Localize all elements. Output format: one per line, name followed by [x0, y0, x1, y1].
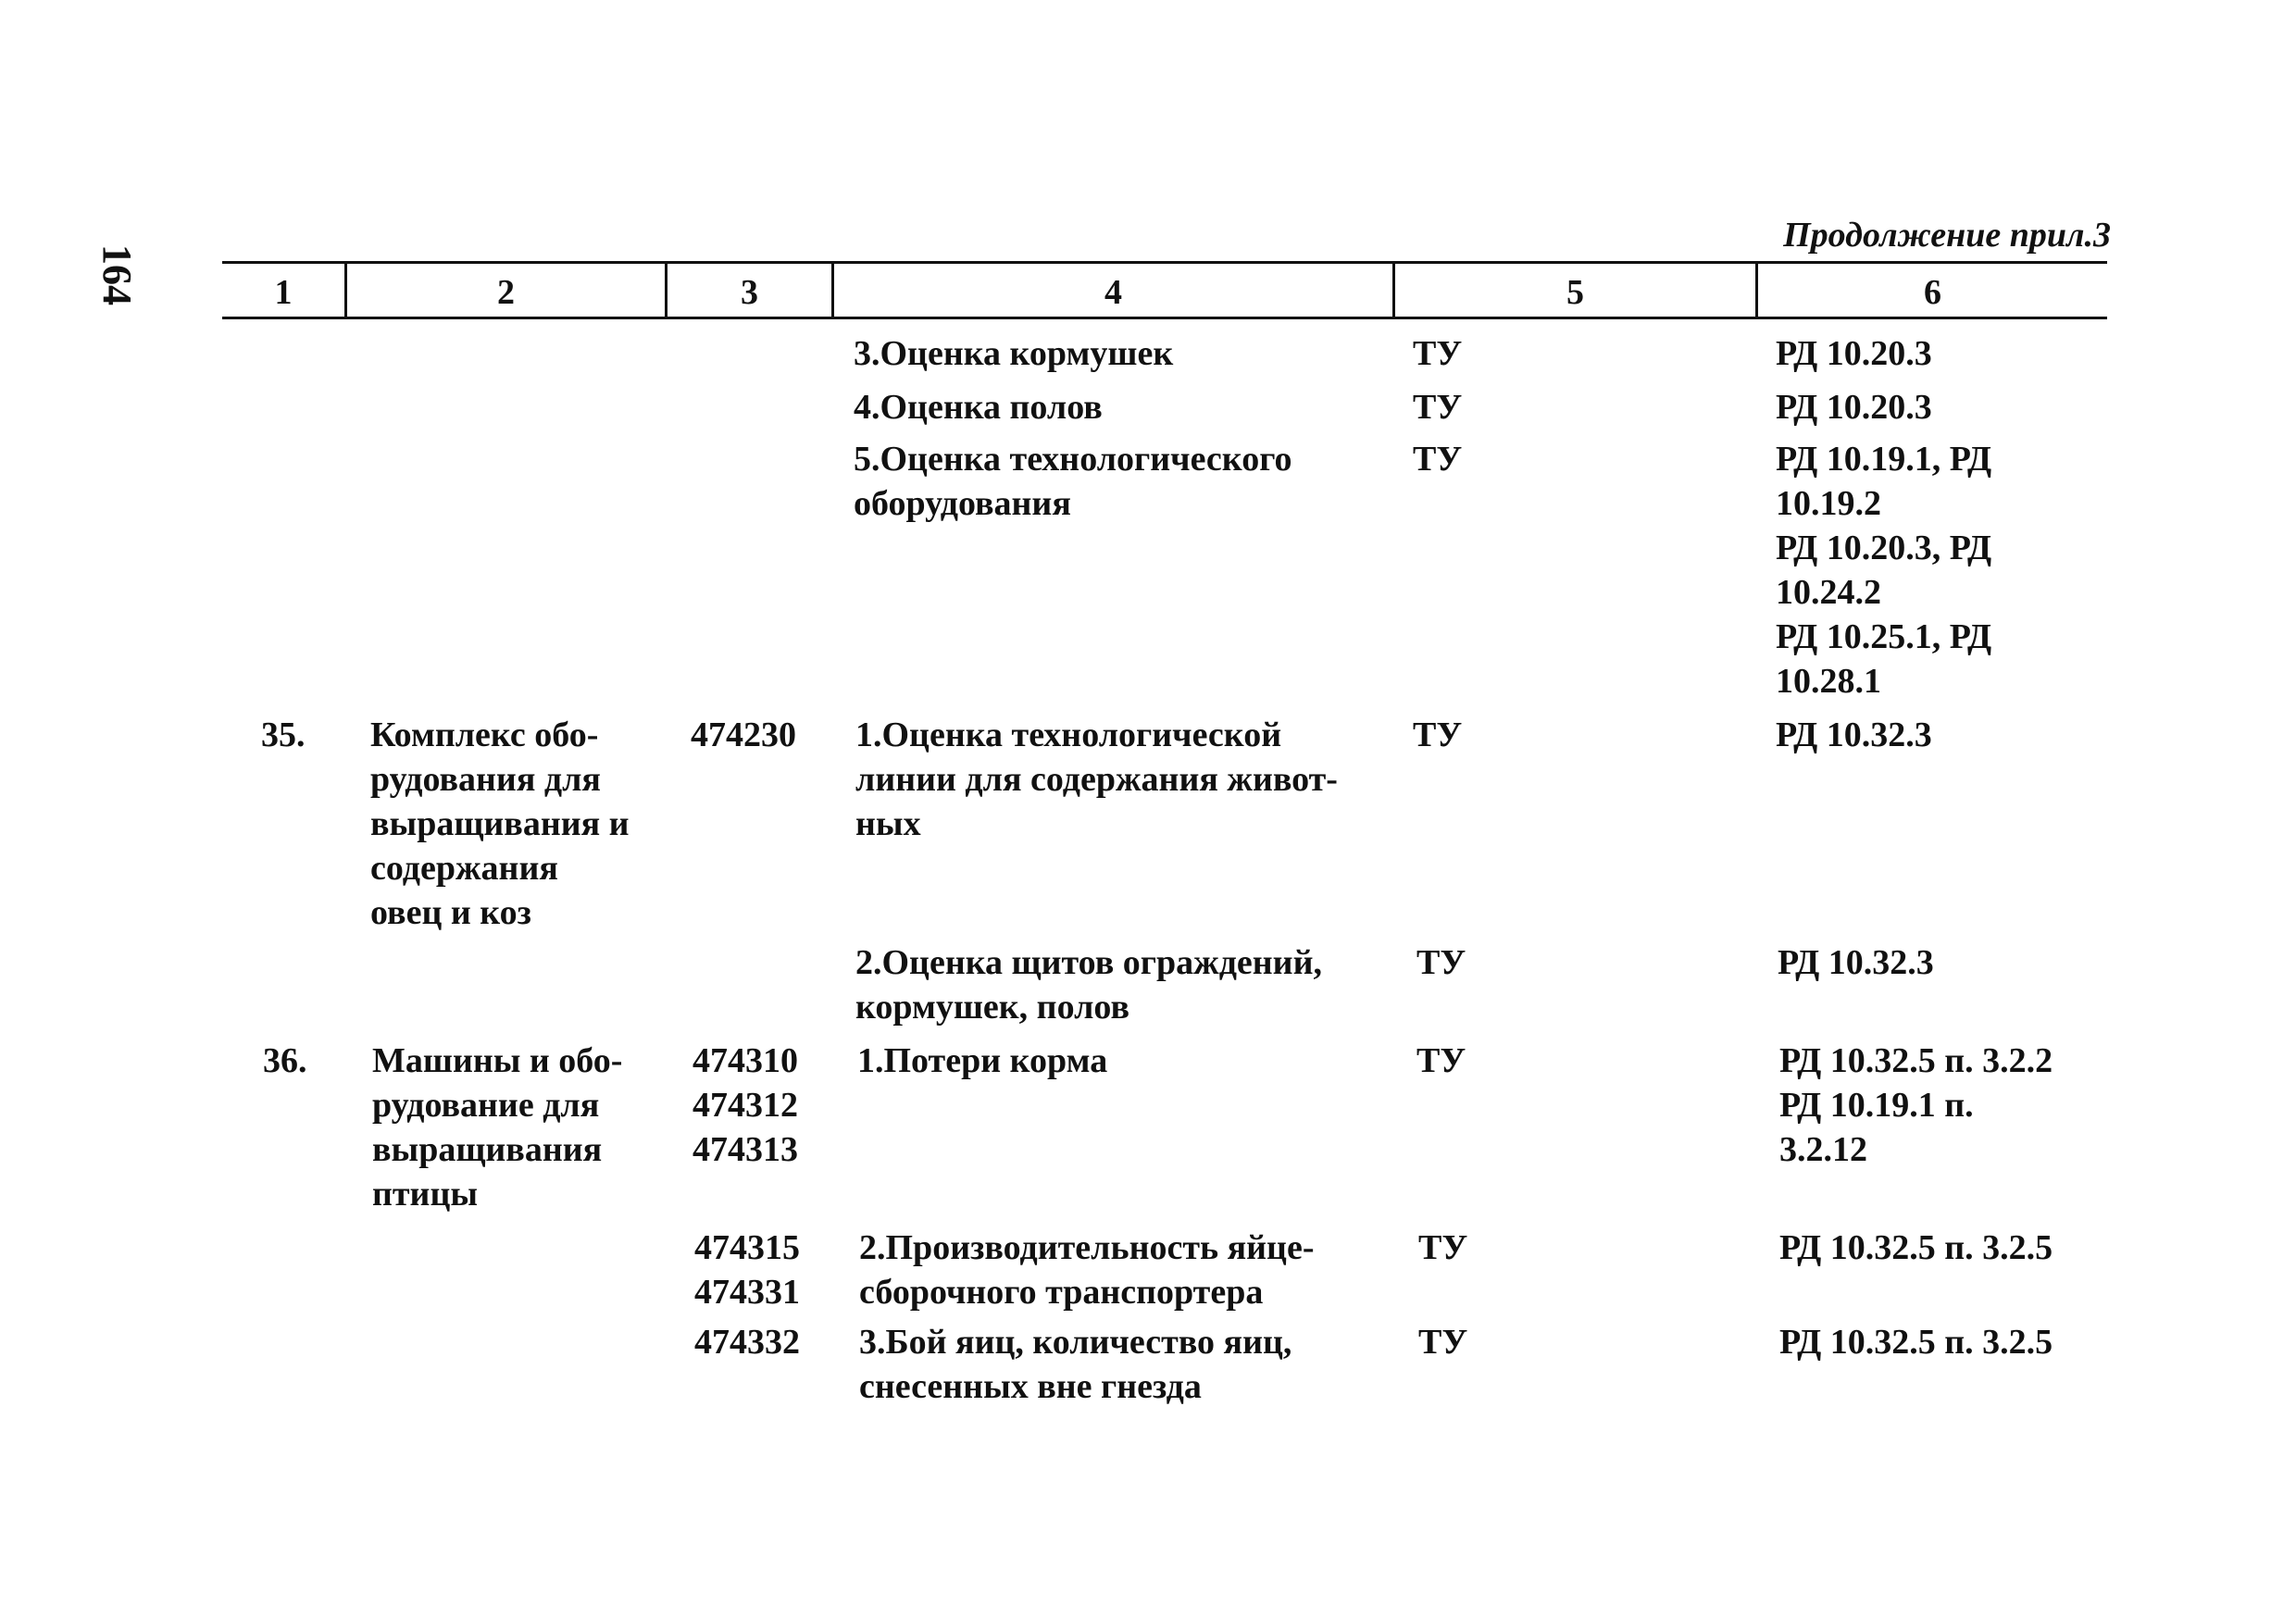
cell-criterion: 3.Оценка кормушек — [854, 334, 1174, 373]
cell-code-line: 474331 — [694, 1273, 800, 1312]
cell-reference-line: 10.28.1 — [1776, 662, 1881, 701]
cell-equipment-line: Машины и обо- — [372, 1041, 623, 1080]
cell-code-line: 474312 — [693, 1086, 798, 1125]
cell-item-number: 36. — [263, 1041, 307, 1080]
cell-criterion: 1.Потери корма — [857, 1041, 1108, 1080]
cell-criterion-line: линии для содержания живот- — [855, 760, 1338, 799]
cell-equipment-line: рудования для — [370, 760, 601, 799]
cell-criterion-line: кормушек, полов — [855, 988, 1129, 1027]
cell-criterion-line: 2.Оценка щитов ограждений, — [855, 943, 1322, 982]
cell-reference-line: РД 10.20.3, РД — [1776, 529, 1992, 567]
cell-document-type: ТУ — [1413, 388, 1463, 427]
cell-code: 474332 — [694, 1323, 800, 1362]
cell-criterion-line: оборудования — [854, 484, 1071, 523]
cell-reference: РД 10.32.5 п. 3.2.5 — [1779, 1323, 2053, 1362]
cell-document-type: ТУ — [1418, 1323, 1468, 1362]
cell-reference-line: РД 10.32.5 п. 3.2.2 — [1779, 1041, 2053, 1080]
cell-equipment-line: рудование для — [372, 1086, 600, 1125]
cell-reference: РД 10.32.5 п. 3.2.5 — [1779, 1228, 2053, 1267]
cell-reference-line: 10.24.2 — [1776, 573, 1881, 612]
cell-reference-line: 10.19.2 — [1776, 484, 1881, 523]
cell-equipment-line: Комплекс обо- — [370, 716, 599, 754]
cell-criterion: 4.Оценка полов — [854, 388, 1103, 427]
cell-criterion-line: 1.Оценка технологической — [855, 716, 1282, 754]
cell-reference: РД 10.20.3 — [1776, 388, 1932, 427]
cell-reference-line: РД 10.19.1 п. — [1779, 1086, 1974, 1125]
column-header-4: 4 — [1104, 273, 1122, 312]
cell-criterion-line: сборочного транспортера — [859, 1273, 1264, 1312]
cell-criterion-line: 3.Бой яиц, количество яиц, — [859, 1323, 1292, 1362]
cell-reference-line: РД 10.25.1, РД — [1776, 617, 1992, 656]
cell-document-type: ТУ — [1416, 1041, 1466, 1080]
cell-equipment-line: птицы — [372, 1175, 479, 1214]
cell-code: 474230 — [691, 716, 796, 754]
cell-code-line: 474310 — [693, 1041, 798, 1080]
cell-reference-line: 3.2.12 — [1779, 1130, 1867, 1169]
cell-document-type: ТУ — [1418, 1228, 1468, 1267]
cell-equipment-line: выращивания — [372, 1130, 603, 1169]
header-top-rule — [222, 261, 2107, 264]
continuation-caption: Продолжение прил.3 — [1783, 216, 2111, 255]
cell-equipment-line: выращивания и — [370, 804, 630, 843]
cell-document-type: ТУ — [1413, 440, 1463, 479]
cell-item-number: 35. — [261, 716, 306, 754]
cell-equipment-line: содержания — [370, 849, 558, 888]
cell-criterion-line: 5.Оценка технологического — [854, 440, 1292, 479]
cell-criterion-line: ных — [855, 804, 921, 843]
cell-code-line: 474315 — [694, 1228, 800, 1267]
column-header-2: 2 — [497, 273, 515, 312]
cell-reference: РД 10.32.3 — [1776, 716, 1932, 754]
column-header-3: 3 — [741, 273, 758, 312]
column-header-1: 1 — [274, 273, 293, 312]
column-header-6: 6 — [1924, 273, 1941, 312]
cell-reference-line: РД 10.19.1, РД — [1776, 440, 1992, 479]
column-header-5: 5 — [1566, 273, 1584, 312]
header-bottom-rule — [222, 317, 2107, 319]
cell-criterion-line: снесенных вне гнезда — [859, 1367, 1202, 1406]
cell-reference: РД 10.20.3 — [1776, 334, 1932, 373]
cell-document-type: ТУ — [1416, 943, 1466, 982]
cell-document-type: ТУ — [1413, 334, 1463, 373]
cell-criterion-line: 2.Производительность яйце- — [859, 1228, 1315, 1267]
cell-equipment-line: овец и коз — [370, 893, 531, 932]
page-number: 164 — [94, 244, 140, 305]
cell-document-type: ТУ — [1413, 716, 1463, 754]
cell-reference: РД 10.32.3 — [1778, 943, 1934, 982]
cell-code-line: 474313 — [693, 1130, 798, 1169]
